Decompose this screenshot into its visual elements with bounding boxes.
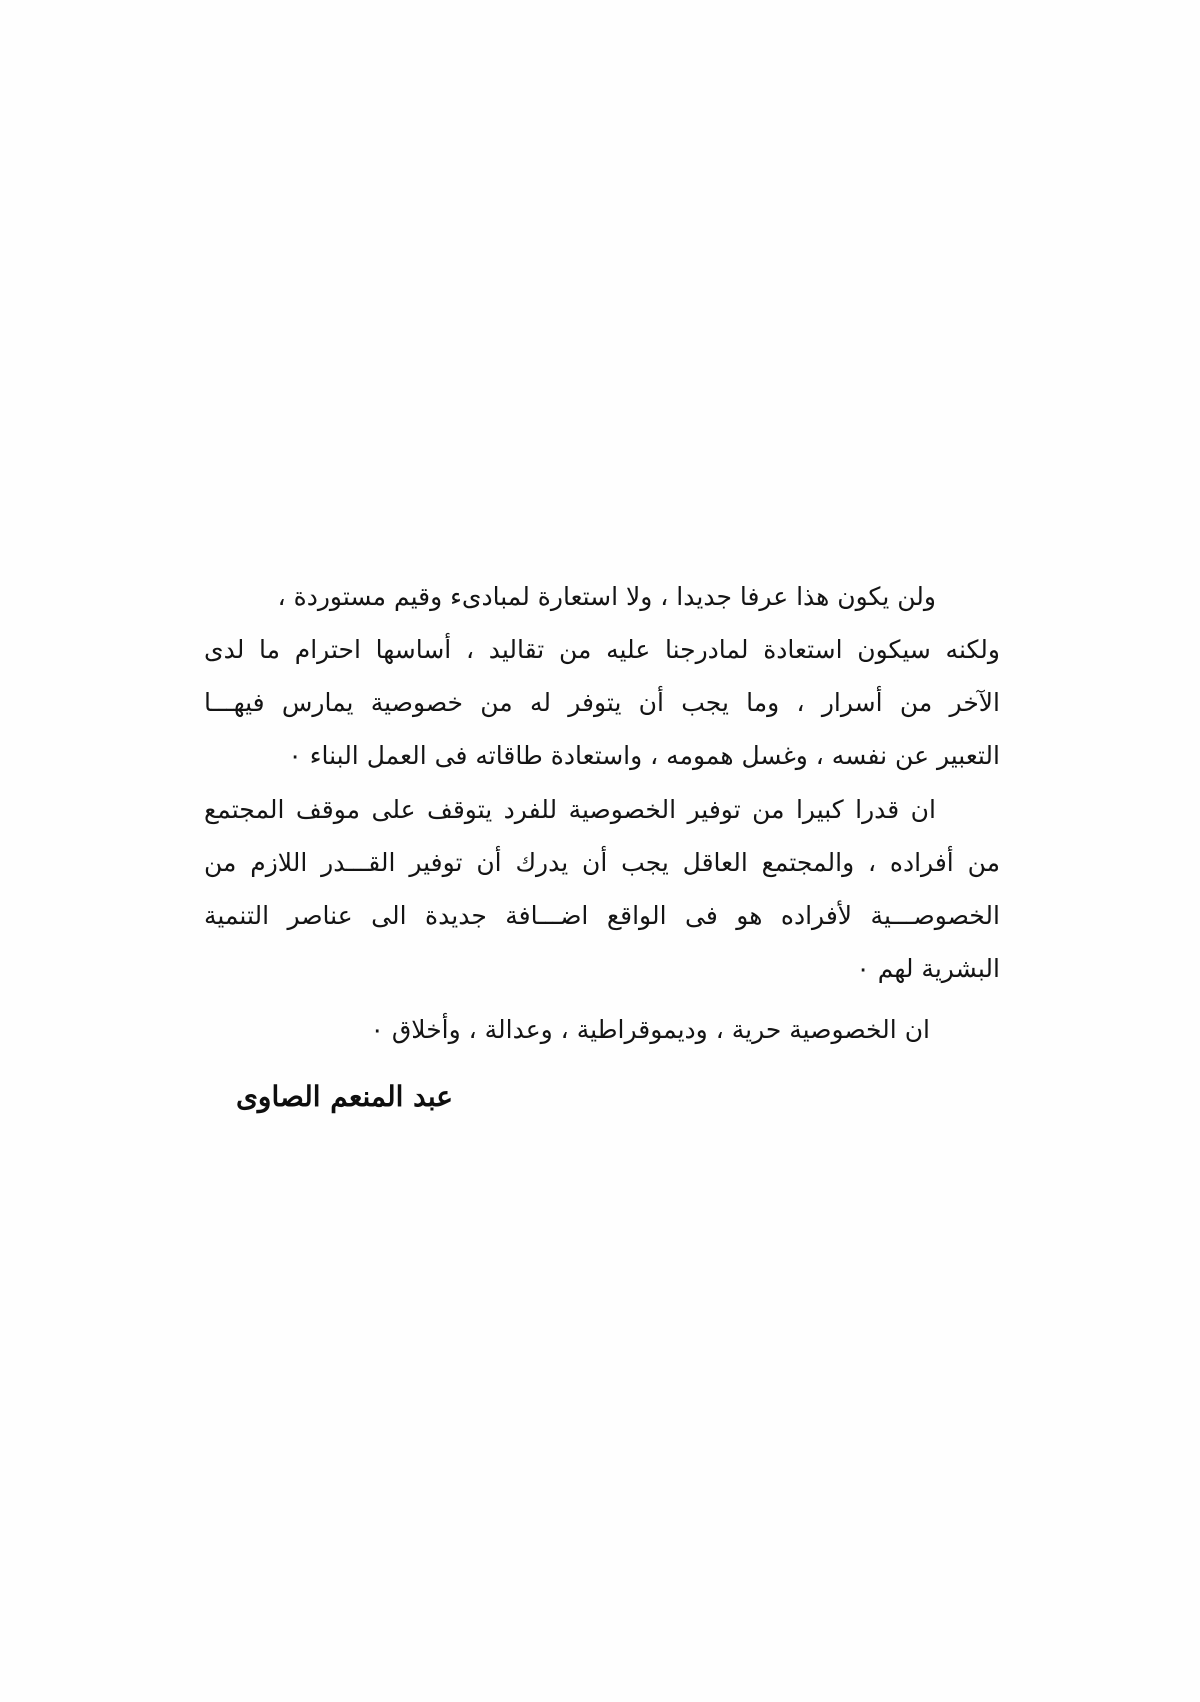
paragraph-2-line-3: الخصوصـــية لأفراده هو فى الواقع اضـــافة جديدة الى عناصر التنمية — [204, 901, 1000, 930]
paragraph-2-line-1: ان قدرا كبيرا من توفير الخصوصية للفرد يتوقف على موقف المجتمع — [204, 795, 936, 824]
paragraph-1-line-4: التعبير عن نفسه ، وغسل همومه ، واستعادة طاقاته فى العمل البناء ٠ — [288, 741, 1000, 770]
author-signature: عبد المنعم الصاوى — [236, 1080, 453, 1113]
paragraph-2 — [204, 783, 1000, 995]
paragraph-1-line-3: الآخر من أسرار ، وما يجب أن يتوفر له من خصوصية يمارس فيهـــا — [204, 688, 1000, 717]
paragraph-2-line-4: البشرية لهم ٠ — [856, 954, 1000, 983]
paragraph-1-line-1: ولن يكون هذا عرفا جديدا ، ولا استعارة لمبادىء وقيم مستوردة ، — [277, 582, 936, 611]
paragraph-1-line-2: ولكنه سيكون استعادة لمادرجنا عليه من تقاليد ، أساسها احترام ما لدى — [204, 635, 1000, 664]
paragraph-1 — [204, 570, 1000, 782]
paragraph-2-line-2: من أفراده ، والمجتمع العاقل يجب أن يدرك أن توفير القـــدر اللازم من — [204, 848, 1000, 877]
closing-line: ان الخصوصية حرية ، وديموقراطية ، وعدالة ، وأخلاق ٠ — [370, 1015, 930, 1044]
